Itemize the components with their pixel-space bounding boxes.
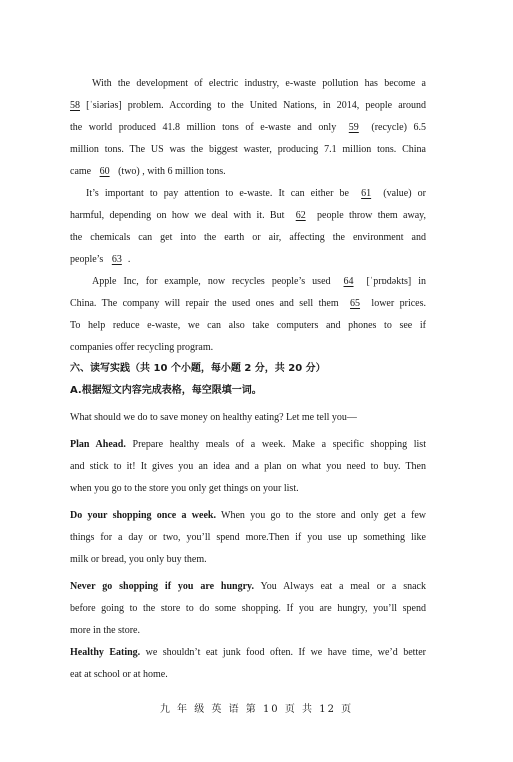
article-line bbox=[70, 482, 426, 496]
subheading: Do your shopping once a week. bbox=[70, 510, 216, 521]
text: You Always eat a meal or a snack bbox=[254, 581, 426, 592]
phonetic: [ˈsiəriəs] bbox=[80, 100, 122, 111]
article-line bbox=[70, 668, 426, 682]
text: before going to the store to do some shopping. If you are hungry, you’ll spend bbox=[70, 603, 426, 614]
subheading: Never go shopping if you are hungry. bbox=[70, 581, 255, 592]
text: when you go to the store you only get things on your list. bbox=[70, 483, 299, 494]
text: harmful, depending on how we deal with it. But bbox=[70, 210, 290, 221]
passage-line bbox=[70, 319, 426, 333]
passage-line bbox=[70, 209, 426, 223]
blank-64: 64 bbox=[343, 276, 354, 287]
blank-63: 63 bbox=[111, 254, 122, 265]
article-line bbox=[70, 460, 426, 474]
text: It’s important to pay attention to e-waste. It can either be bbox=[86, 188, 356, 199]
text: China. The company will repair the used ones and sell them bbox=[70, 298, 345, 309]
text: To help reduce e-waste, we can also take computers and phones to see if bbox=[70, 320, 426, 331]
text: When you go to the store and only get a few bbox=[215, 510, 426, 521]
text: companies offer recycling program. bbox=[70, 342, 214, 353]
article-line bbox=[70, 646, 426, 660]
passage-line bbox=[70, 275, 426, 289]
passage-line bbox=[70, 121, 426, 135]
article-line bbox=[70, 624, 426, 638]
article-line bbox=[70, 531, 426, 545]
text: Prepare healthy meals of a week. Make a specific shopping list bbox=[125, 439, 426, 450]
passage-line bbox=[70, 143, 426, 157]
blank-65: 65 bbox=[350, 298, 361, 309]
text: With the development of electric industry, e-waste pollution has become a bbox=[92, 78, 426, 89]
text: the chemicals can get into the earth or air, affecting the environment and bbox=[70, 232, 426, 243]
text: What should we do to save money on healthy eating? Let me tell you— bbox=[70, 412, 357, 423]
subheading: Plan Ahead. bbox=[70, 439, 126, 450]
passage-line bbox=[70, 341, 426, 355]
page-footer: 九 年 级 英 语 第 10 页 共 12 页 bbox=[159, 704, 354, 715]
text: problem. According to the United Nations, in 2014, people around bbox=[121, 100, 426, 111]
text: [ˈprɒdəkts] in bbox=[359, 276, 427, 287]
article-line bbox=[70, 509, 426, 523]
text: and stick to it! It gives you an idea and a plan on what you need to buy. Then bbox=[70, 461, 426, 472]
text: more in the store. bbox=[70, 625, 140, 636]
text: people throw them away, bbox=[311, 210, 426, 221]
passage-line bbox=[70, 253, 426, 267]
section-heading: 六、读写实践（共 10 个小题，每小题 2 分，共 20 分） bbox=[70, 363, 326, 374]
blank-58: 58 bbox=[70, 100, 80, 111]
text: . bbox=[127, 254, 131, 265]
text: the world produced 41.8 million tons of e-waste and only bbox=[70, 122, 343, 133]
text: lower prices. bbox=[366, 298, 426, 309]
subheading: Healthy Eating. bbox=[70, 647, 141, 658]
text: we shouldn’t eat junk food often. If we have time, we’d better bbox=[140, 647, 426, 658]
text: came bbox=[70, 166, 94, 177]
passage-line bbox=[70, 187, 426, 201]
blank-60: 60 bbox=[99, 166, 110, 177]
article-line bbox=[70, 602, 426, 616]
section-subheading: A.根据短文内容完成表格，每空限填一词。 bbox=[70, 385, 262, 396]
passage-line bbox=[70, 77, 426, 91]
text: (two) , with 6 million tons. bbox=[115, 166, 226, 177]
passage-line bbox=[70, 165, 426, 179]
text: things for a day or two, you’ll spend more.Then if you use up something like bbox=[70, 532, 426, 543]
blank-61: 61 bbox=[361, 188, 372, 199]
passage-line bbox=[70, 231, 426, 245]
text: (value) or bbox=[377, 188, 426, 199]
text: milk or bread, you only buy them. bbox=[70, 554, 207, 565]
text: (recycle) 6.5 bbox=[364, 122, 426, 133]
article-line bbox=[70, 438, 426, 452]
blank-59: 59 bbox=[348, 122, 359, 133]
passage-line bbox=[70, 297, 426, 311]
article-intro bbox=[70, 411, 426, 425]
text: eat at school or at home. bbox=[70, 669, 168, 680]
article-line bbox=[70, 580, 426, 594]
passage-line bbox=[70, 99, 426, 113]
text: people’s bbox=[70, 254, 106, 265]
text: Apple Inc, for example, now recycles people’s used bbox=[92, 276, 338, 287]
text: million tons. The US was the biggest waster, producing 7.1 million tons. China bbox=[70, 144, 426, 155]
blank-62: 62 bbox=[295, 210, 306, 221]
article-line bbox=[70, 553, 426, 567]
